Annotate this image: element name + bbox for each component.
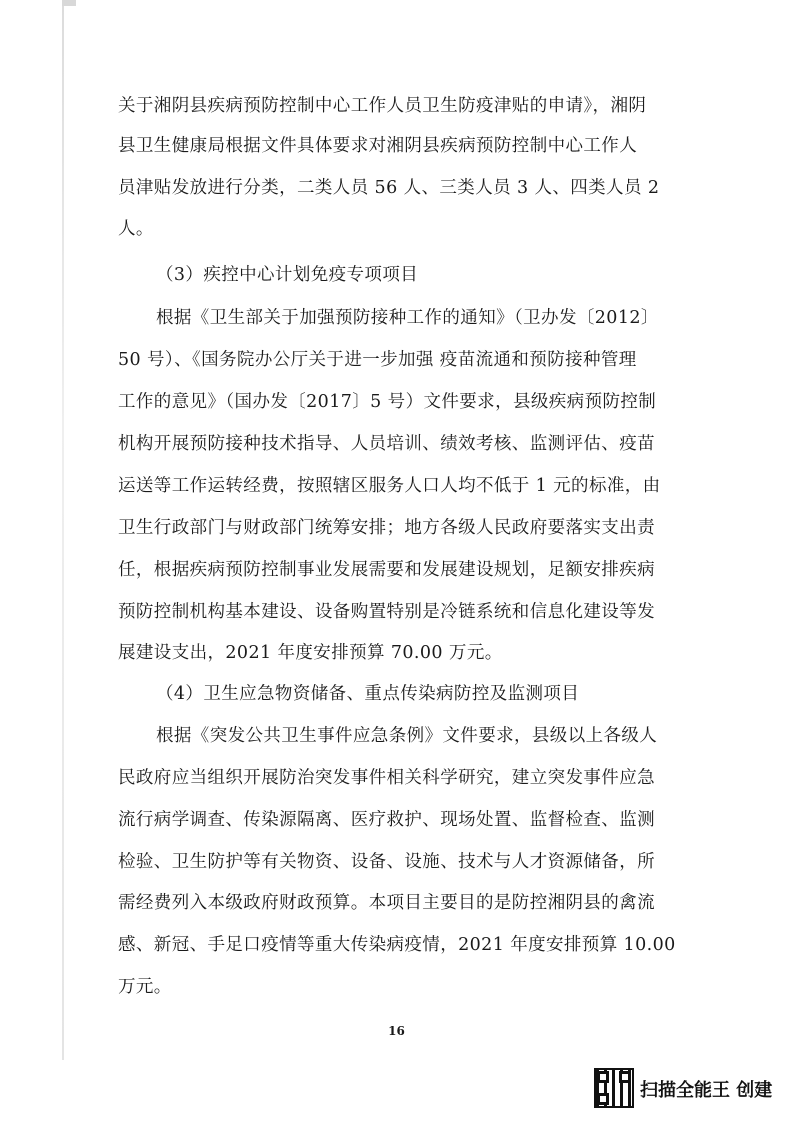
text-line: 工作的意见》（国办发〔2017〕5 号）文件要求，县级疾病预防控制: [118, 392, 657, 412]
text-line: 人。: [118, 219, 154, 239]
paragraph-start: 根据《卫生部关于加强预防接种工作的通知》（卫办发〔2012〕: [156, 308, 659, 328]
text-line: 运送等工作运转经费，按照辖区服务人口人均不低于 1 元的标准，由: [118, 476, 661, 496]
text-line: 需经费列入本级政府财政预算。本项目主要目的是防控湘阴县的禽流: [118, 893, 655, 913]
text-line: 关于湘阴县疾病预防控制中心工作人员卫生防疫津贴的申请》，湘阴: [118, 96, 647, 116]
text-line: 预防控制机构基本建设、设备购置特别是冷链系统和信息化建设等发: [118, 602, 655, 622]
text-line: 展建设支出，2021 年度安排预算 70.00 万元。: [118, 643, 503, 663]
scan-edge-shadow: [62, 0, 64, 1060]
text-line: 万元。: [118, 977, 172, 997]
text-line: 感、新冠、手足口疫情等重大传染病疫情，2021 年度安排预算 10.00: [118, 935, 676, 955]
text-line: 卫生行政部门与财政部门统筹安排；地方各级人民政府要落实支出责: [118, 518, 655, 538]
text-line: 县卫生健康局根据文件具体要求对湘阴县疾病预防控制中心工作人: [118, 136, 638, 156]
text-line: 50 号）、《国务院办公厅关于进一步加强 疫苗流通和预防接种管理: [118, 350, 637, 370]
scanner-watermark: [594, 1066, 784, 1112]
qr-code-icon: [594, 1068, 634, 1108]
text-line: 任，根据疾病预防控制事业发展需要和发展建设规划，足额安排疾病: [118, 560, 655, 580]
text-line: 员津贴发放进行分类，二类人员 56 人、三类人员 3 人、四类人员 2: [118, 178, 660, 198]
paragraph-start: 根据《突发公共卫生事件应急条例》文件要求，县级以上各级人: [156, 726, 658, 746]
page-number: 16: [388, 1024, 405, 1038]
text-line: 机构开展预防接种技术指导、人员培训、绩效考核、监测评估、疫苗: [118, 434, 655, 454]
section-heading: （3）疾控中心计划免疫专项项目: [156, 265, 419, 285]
text-line: 检验、卫生防护等有关物资、设备、设施、技术与人才资源储备，所: [118, 852, 655, 872]
text-line: 流行病学调查、传染源隔离、医疗救护、现场处置、监督检查、监测: [118, 810, 655, 830]
section-heading: （4）卫生应急物资储备、重点传染病防控及监测项目: [156, 684, 580, 704]
text-line: 民政府应当组织开展防治突发事件相关科学研究，建立突发事件应急: [118, 768, 655, 788]
scan-edge-corner: [62, 0, 76, 6]
watermark-text: 扫描全能王 创建: [640, 1080, 773, 1101]
